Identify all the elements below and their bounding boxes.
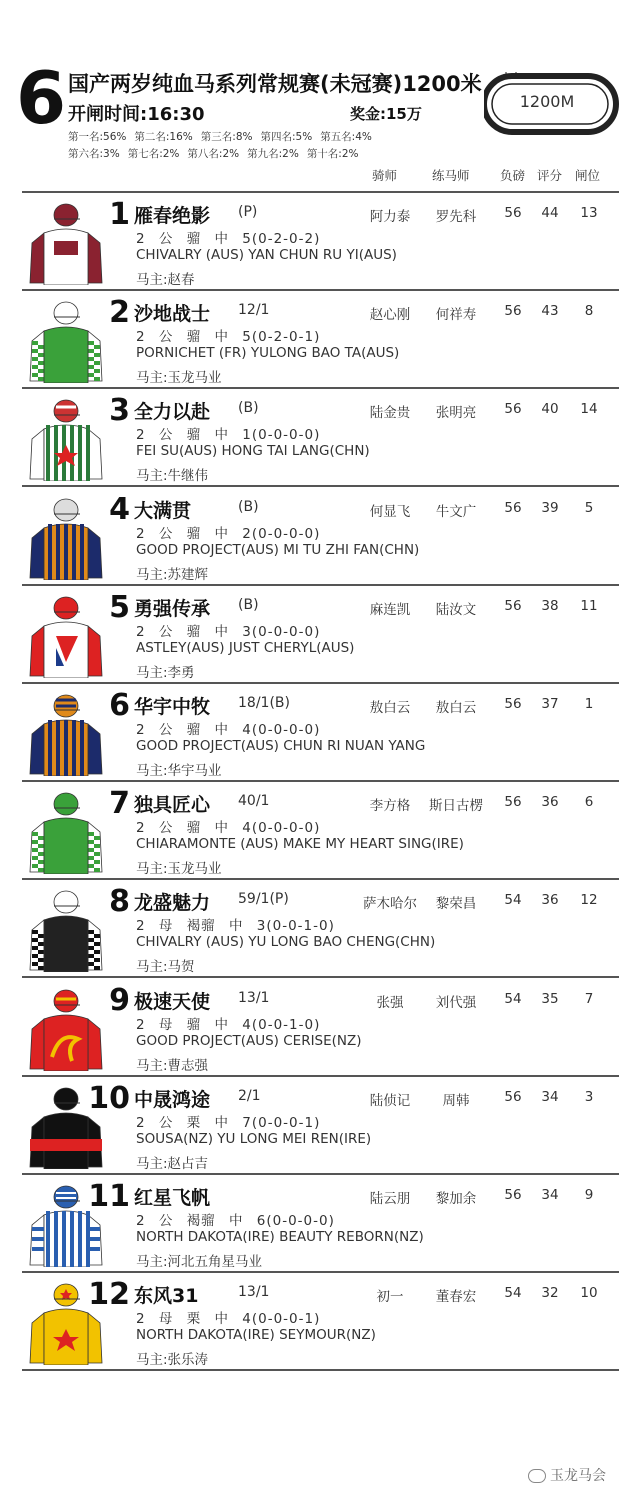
rating: 44 [541,205,559,221]
jockey-name: 陆侦记 [369,1092,411,1109]
rating: 36 [541,892,559,909]
horse-name: 独具匠心 [134,794,211,817]
prize-distribution-line-1 [68,129,380,144]
odds: (B) [238,400,259,417]
runner-number: 12 [88,1277,130,1313]
rating: 40 [541,401,559,418]
horse-name: 沙地战士 [134,303,211,326]
jockey-name: 赵心刚 [369,307,411,324]
horse-info [136,914,343,934]
sex: 公 [158,1213,174,1229]
race-record: 7(0-0-0-1) [242,1114,321,1131]
runner-row [22,389,619,487]
odds: 12/1 [238,302,270,319]
runner-row [22,1175,619,1273]
trainer-name: 董春宏 [435,1289,477,1306]
coat-color: 栗 [186,1114,202,1131]
pedigree: CHIVALRY (AUS) YU LONG BAO CHENG(CHN) [136,934,436,951]
owner: 马主:赵春 [136,272,195,288]
jockey-name: 萨木哈尔 [363,896,417,913]
prize-distribution-line-2 [68,146,367,161]
prize-share: 第三名:8% [200,131,253,143]
distance-track-diagram [484,72,624,136]
weight: 56 [504,1088,522,1105]
horse-name: 龙盛魅力 [134,892,211,915]
draw: 13 [580,205,598,221]
race-record: 1(0-0-0-0) [242,427,321,444]
horse-info [136,423,328,443]
weight: 54 [504,1285,522,1302]
runner-row [22,880,619,978]
runner-row [22,979,619,1077]
runner-row [22,782,619,880]
owner: 马主:张乐涛 [136,1352,209,1369]
runner-number: 4 [109,491,130,527]
rating: 34 [541,1187,559,1203]
draw: 10 [580,1285,598,1302]
weight: 56 [504,1187,522,1203]
origin: 中 [214,1016,229,1033]
race-number: 6 [16,56,67,140]
sex: 公 [158,820,174,837]
jockey-name: 陆金贵 [369,405,411,422]
origin: 中 [214,231,229,247]
horse-info [136,718,328,738]
race-record: 6(0-0-0-0) [256,1213,335,1229]
horse-info [136,1013,328,1033]
origin: 中 [214,1311,229,1328]
rating: 35 [541,990,559,1007]
distance-label: 1200M [519,92,575,111]
owner: 马主:马贺 [136,959,195,976]
odds: 18/1(B) [238,695,290,711]
sex: 公 [158,329,174,346]
jockey-name: 阿力泰 [369,209,411,225]
prize-share: 第八名:2% [187,148,240,160]
draw: 6 [584,794,594,811]
owner: 马主:华宇马业 [136,763,222,779]
trainer-name: 牛文广 [435,503,477,520]
owner: 马主:曹志强 [136,1057,209,1074]
runner-row [22,193,619,291]
race-record: 5(0-2-0-1) [242,329,321,346]
age: 2 [136,1114,146,1131]
trainer-name: 张明亮 [435,405,477,422]
odds: 40/1 [238,793,270,810]
trainer-name: 罗先科 [435,209,477,225]
pedigree: CHIARAMONTE (AUS) MAKE MY HEART SING(IRE) [136,836,464,853]
draw: 12 [580,892,598,909]
age: 2 [136,525,146,542]
sex: 母 [158,1311,174,1328]
purse: 奖金:15万 [350,105,422,123]
jockey-name: 何显飞 [369,503,411,520]
coat-color: 骝 [186,820,202,837]
draw: 11 [580,597,598,614]
race-record: 2(0-0-0-0) [242,525,321,542]
owner: 马主:河北五角星马业 [136,1254,263,1270]
sex: 母 [158,918,174,935]
draw: 3 [584,1088,594,1105]
origin: 中 [214,329,229,346]
rating: 43 [541,303,559,320]
origin: 中 [228,918,244,935]
origin: 中 [214,1114,229,1131]
coat-color: 骝 [186,623,202,640]
odds: (B) [238,498,259,515]
pedigree: ASTLEY(AUS) JUST CHERYL(AUS) [136,639,355,656]
jockey-name: 张强 [376,994,404,1011]
runner-row [22,488,619,586]
sex: 公 [158,1114,174,1131]
horse-info [136,816,328,836]
jockey-name: 麻连凯 [369,601,411,618]
sex: 公 [158,231,174,247]
runner-row [22,1077,619,1175]
horse-info [136,1307,328,1327]
runner-row [22,586,619,684]
runner-number: 8 [109,884,130,920]
runner-number: 6 [109,688,130,723]
owner: 马主:李勇 [136,664,195,681]
horse-info [136,522,328,542]
owner: 马主:赵占吉 [136,1155,209,1172]
draw: 7 [584,990,594,1007]
runner-row [22,684,619,782]
trainer-name: 陆汝文 [435,601,477,618]
draw: 8 [584,303,594,320]
sex: 公 [158,722,174,738]
weight: 54 [504,892,522,909]
race-record: 4(0-0-0-1) [242,1311,321,1328]
runner-number: 9 [109,982,130,1018]
draw: 5 [584,499,594,516]
odds: 59/1(P) [238,891,289,908]
coat-color: 骝 [186,525,202,542]
draw: 9 [584,1187,594,1203]
age: 2 [136,231,146,247]
rating: 37 [541,696,559,712]
runner-number: 3 [109,393,130,429]
trainer-name: 黎加余 [435,1191,477,1207]
header-draw: 闸位 [575,168,601,183]
horse-info [136,325,328,345]
footer-source: 玉龙马会 [528,1465,606,1485]
rating: 36 [541,794,559,811]
origin: 中 [214,525,229,542]
runner-number: 10 [88,1080,130,1116]
horse-info [136,1111,328,1131]
runner-row [22,1273,619,1371]
coat-color: 骝 [186,722,202,738]
header-rating: 评分 [537,168,563,183]
horse-name: 大满贯 [134,499,192,522]
coat-color: 骝 [186,427,202,444]
rating: 34 [541,1088,559,1105]
runner-number: 2 [109,295,130,331]
coat-color: 栗 [186,1311,202,1328]
odds: 13/1 [238,989,270,1006]
draw: 14 [580,401,598,418]
origin: 中 [214,623,229,640]
weight: 56 [504,499,522,516]
coat-color: 褐骝 [186,918,216,935]
coat-color: 褐骝 [186,1213,216,1229]
age: 2 [136,329,146,346]
coat-color: 骝 [186,231,202,247]
horse-info [136,1209,343,1229]
runner-number: 7 [109,786,130,822]
owner: 马主:玉龙马业 [136,370,222,387]
owner: 马主:牛继伟 [136,468,209,485]
sex: 公 [158,623,174,640]
weight: 56 [504,597,522,614]
horse-name: 勇强传承 [134,597,211,620]
trainer-name: 刘代强 [435,994,477,1011]
weight: 56 [504,401,522,418]
odds: (B) [238,596,259,613]
pedigree: NORTH DAKOTA(IRE) SEYMOUR(NZ) [136,1327,376,1344]
prize-share: 第四名:5% [260,131,313,143]
pedigree: CHIVALRY (AUS) YAN CHUN RU YI(AUS) [136,247,397,263]
horse-name: 极速天使 [134,990,211,1013]
header-weight: 负磅 [500,168,526,183]
horse-name: 东风31 [134,1285,199,1308]
owner: 马主:苏建辉 [136,566,209,583]
weight: 54 [504,990,522,1007]
horse-info [136,227,328,247]
odds: 2/1 [238,1087,261,1104]
wechat-icon [528,1469,546,1483]
horse-name: 全力以赴 [134,401,211,424]
runner-number: 11 [88,1179,130,1214]
prize-share: 第十名:2% [306,148,359,160]
runner-number: 5 [109,589,130,625]
race-record: 4(0-0-1-0) [242,1016,321,1033]
horse-name: 华宇中牧 [134,696,211,718]
race-record: 3(0-0-0-0) [242,623,321,640]
origin: 中 [228,1213,244,1229]
origin: 中 [214,820,229,837]
prize-share: 第一名:56% [68,131,127,143]
age: 2 [136,820,146,837]
prize-share: 第六名:3% [68,148,120,160]
start-time: 开闸时间:16:30 [68,104,205,125]
trainer-name: 敖白云 [435,700,477,716]
age: 2 [136,1016,146,1033]
trainer-name: 何祥寿 [435,307,477,324]
trainer-name: 周韩 [442,1092,470,1109]
prize-share: 第七名:2% [127,148,180,160]
weight: 56 [504,303,522,320]
header-trainer: 练马师 [432,168,470,183]
race-record: 4(0-0-0-0) [242,820,321,837]
pedigree: SOUSA(NZ) YU LONG MEI REN(IRE) [136,1130,372,1147]
weight: 56 [504,696,522,712]
origin: 中 [214,722,229,738]
weight: 56 [504,205,522,221]
draw: 1 [584,696,594,712]
coat-color: 骝 [186,329,202,346]
race-title: 国产两岁纯血马系列常规赛(未冠赛)1200米 [68,72,482,96]
age: 2 [136,918,146,935]
trainer-name: 斯日古楞 [429,798,483,815]
rating: 39 [541,499,559,516]
horse-name: 雁春绝影 [134,205,211,227]
jockey-name: 李方格 [369,798,411,815]
race-record: 5(0-2-0-2) [242,231,321,247]
sex: 公 [158,525,174,542]
jockey-name: 敖白云 [369,700,411,716]
pedigree: PORNICHET (FR) YULONG BAO TA(AUS) [136,345,400,362]
pedigree: FEI SU(AUS) HONG TAI LANG(CHN) [136,443,370,460]
horse-name: 红星飞帆 [134,1187,211,1209]
odds: 13/1 [238,1284,270,1301]
age: 2 [136,1311,146,1328]
odds: (P) [238,204,258,220]
age: 2 [136,722,146,738]
pedigree: GOOD PROJECT(AUS) CERISE(NZ) [136,1032,362,1049]
rating: 38 [541,597,559,614]
origin: 中 [214,427,229,444]
prize-share: 第九名:2% [247,148,299,160]
pedigree: GOOD PROJECT(AUS) MI TU ZHI FAN(CHN) [136,541,420,558]
trainer-name: 黎荣昌 [435,896,477,913]
sex: 母 [158,1016,174,1033]
prize-share: 第二名:16% [134,131,193,143]
age: 2 [136,1213,146,1229]
coat-color: 骝 [186,1016,202,1033]
jockey-name: 陆云朋 [369,1191,411,1207]
race-record: 4(0-0-0-0) [242,722,321,738]
jockey-name: 初一 [376,1289,404,1306]
owner: 马主:玉龙马业 [136,861,222,878]
age: 2 [136,427,146,444]
pedigree: GOOD PROJECT(AUS) CHUN RI NUAN YANG [136,738,426,754]
age: 2 [136,623,146,640]
sex: 公 [158,427,174,444]
prize-share: 第五名:4% [320,131,372,143]
race-record: 3(0-0-1-0) [256,918,335,935]
rating: 32 [541,1285,559,1302]
horse-name: 中晟鸿途 [134,1088,211,1111]
horse-info [136,620,328,640]
runner-number: 1 [109,197,130,232]
pedigree: NORTH DAKOTA(IRE) BEAUTY REBORN(NZ) [136,1229,424,1245]
header-jockey: 骑师 [372,168,398,183]
weight: 56 [504,794,522,811]
runner-row [22,291,619,389]
